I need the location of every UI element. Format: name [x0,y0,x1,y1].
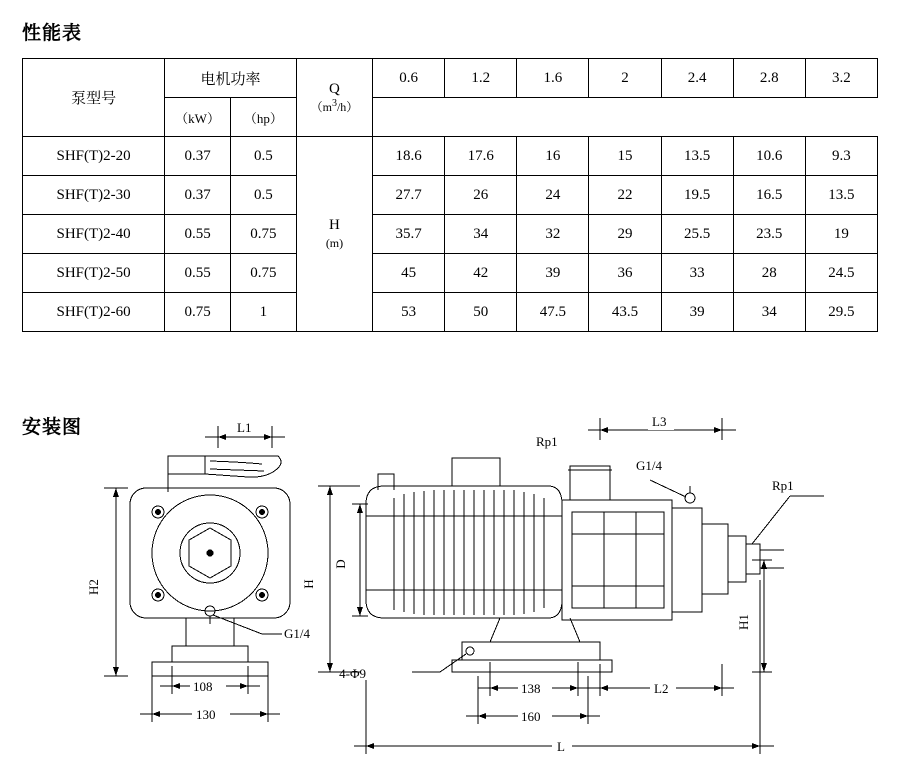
cell-head: 9.3 [805,137,877,176]
cell-head: 39 [517,254,589,293]
header-h-label: H [329,217,340,234]
table-header-row [23,59,878,98]
table-row [23,137,878,176]
cell-head: 16.5 [733,176,805,215]
label-l2: L2 [654,681,669,696]
cell-head: 27.7 [373,176,445,215]
label-dim-138: 138 [521,681,541,696]
flow-col-1: 1.2 [445,59,517,98]
flow-col-4: 2.4 [661,59,733,98]
header-kw: （kW） [165,98,231,137]
label-dim-130: 130 [196,707,216,722]
cell-model: SHF(T)2-20 [23,137,165,176]
cell-head: 10.6 [733,137,805,176]
label-g14-side: G1/4 [636,458,662,473]
cell-kw: 0.37 [165,176,231,215]
cell-head: 34 [733,293,805,332]
cell-hp: 0.5 [230,137,296,176]
label-rp1-left: Rp1 [536,434,558,449]
cell-head: 50 [445,293,517,332]
cell-head: 32 [517,215,589,254]
flow-col-2: 1.6 [517,59,589,98]
performance-table [22,58,878,332]
label-h: H [301,579,316,589]
page-title-installation: 安装图 [22,417,83,438]
cell-head: 35.7 [373,215,445,254]
label-dim-160: 160 [521,709,541,724]
label-l1: L1 [237,420,252,435]
cell-head: 26 [445,176,517,215]
cell-model: SHF(T)2-30 [23,176,165,215]
cell-kw: 0.75 [165,293,231,332]
flow-col-3: 2 [589,59,661,98]
cell-head: 34 [445,215,517,254]
cell-hp: 0.5 [230,176,296,215]
cell-kw: 0.55 [165,254,231,293]
cell-head: 43.5 [589,293,661,332]
cell-head: 36 [589,254,661,293]
header-head-unit [296,137,372,332]
table-row [23,293,878,332]
header-model: 泵型号 [23,59,165,137]
cell-head: 13.5 [805,176,877,215]
cell-head: 24.5 [805,254,877,293]
label-holes: 4-Φ9 [339,666,366,681]
label-l: L [557,739,565,754]
cell-hp: 0.75 [230,215,296,254]
label-rp1-right: Rp1 [772,478,794,493]
cell-head: 29 [589,215,661,254]
cell-head: 42 [445,254,517,293]
header-hp: （hp） [230,98,296,137]
label-g14-front: G1/4 [284,626,310,641]
page-title-performance: 性能表 [22,23,83,44]
flow-col-5: 2.8 [733,59,805,98]
label-l3: L3 [652,414,667,429]
cell-head: 17.6 [445,137,517,176]
cell-head: 45 [373,254,445,293]
cell-kw: 0.37 [165,137,231,176]
cell-head: 25.5 [661,215,733,254]
header-q-label: Q [329,80,340,97]
cell-head: 53 [373,293,445,332]
cell-model: SHF(T)2-50 [23,254,165,293]
header-q-unit: $(m^3/h)$ [310,98,359,115]
cell-head: 24 [517,176,589,215]
cell-head: 19.5 [661,176,733,215]
cell-kw: 0.55 [165,215,231,254]
cell-hp: 1 [230,293,296,332]
header-flow-unit [296,59,372,137]
cell-head: 19 [805,215,877,254]
cell-head: 16 [517,137,589,176]
label-h1: H1 [736,614,751,630]
table-row [23,176,878,215]
installation-drawing [0,404,900,775]
cell-head: 33 [661,254,733,293]
cell-head: 28 [733,254,805,293]
label-d: D [333,559,348,569]
cell-head: 13.5 [661,137,733,176]
header-h-unit: (m) [325,235,344,250]
cell-model: SHF(T)2-40 [23,215,165,254]
cell-head: 18.6 [373,137,445,176]
cell-head: 39 [661,293,733,332]
header-motor-power: 电机功率 [165,59,297,98]
label-h2: H2 [86,579,101,595]
cell-head: 23.5 [733,215,805,254]
cell-head: 47.5 [517,293,589,332]
table-row [23,254,878,293]
cell-head: 15 [589,137,661,176]
cell-model: SHF(T)2-60 [23,293,165,332]
table-row [23,215,878,254]
flow-col-6: 3.2 [805,59,877,98]
cell-head: 29.5 [805,293,877,332]
label-dim-108: 108 [193,679,213,694]
cell-hp: 0.75 [230,254,296,293]
flow-col-0: 0.6 [373,59,445,98]
cell-head: 22 [589,176,661,215]
